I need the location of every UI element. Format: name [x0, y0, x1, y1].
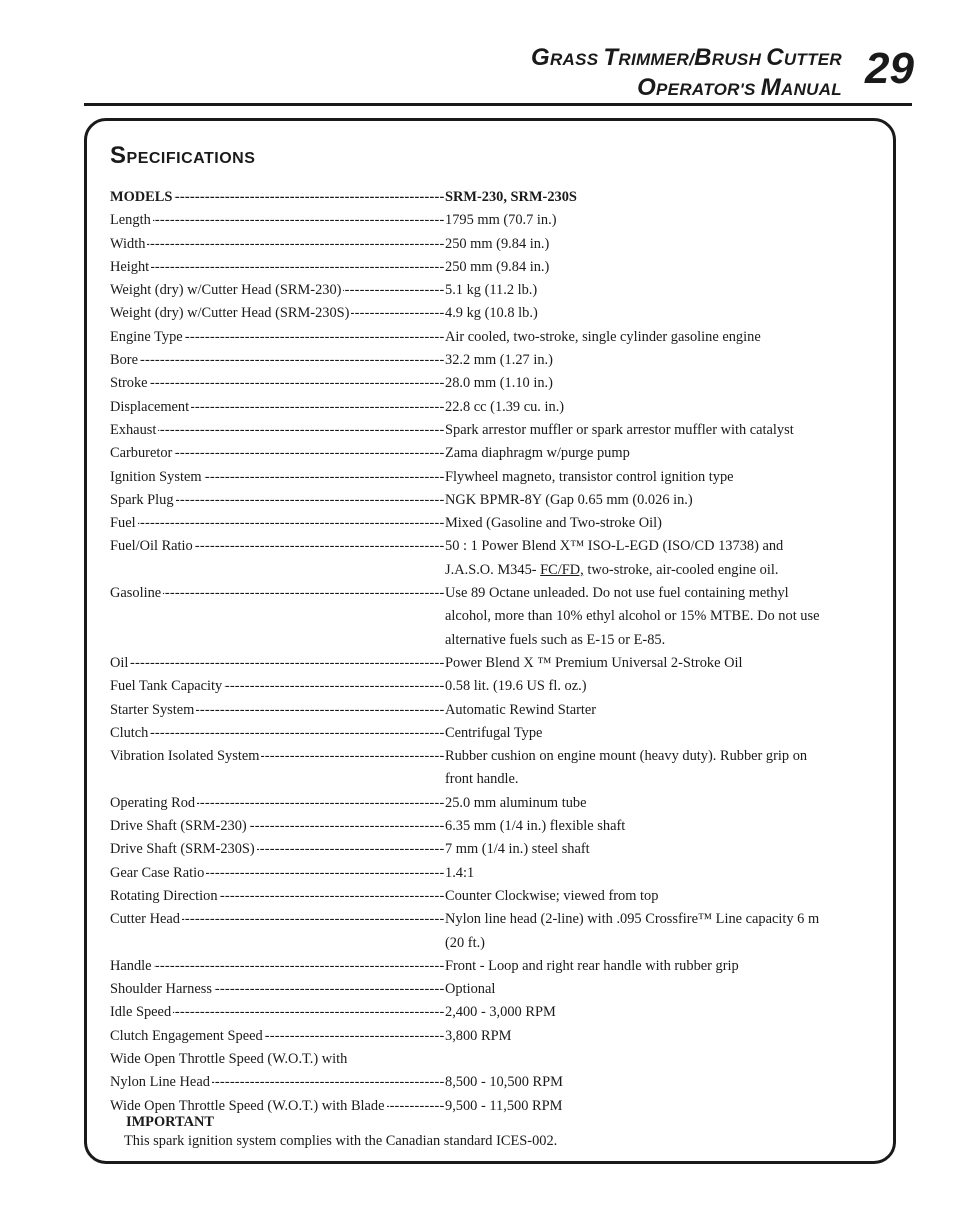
spec-value-text: NGK BPMR-8Y (Gap 0.65 mm (0.026 in.): [445, 491, 693, 508]
spec-value: [445, 559, 870, 582]
spec-label-text: Rotating Direction: [110, 887, 218, 904]
spec-label: [110, 955, 445, 978]
section-title-rest: PECIFICATIONS: [126, 150, 256, 167]
spec-value: [445, 349, 870, 372]
spec-value-continued: two-stroke, air-cooled engine oil.: [583, 561, 779, 578]
line1-rest-3: UTTER: [783, 50, 842, 69]
spec-label-text: Oil: [110, 654, 129, 671]
spec-row: [110, 722, 870, 745]
spec-label: [110, 699, 445, 722]
line2-rest-0: PERATOR'S: [656, 80, 761, 99]
spec-value: [445, 1071, 870, 1094]
spec-row: [110, 559, 870, 582]
spec-row: [110, 209, 870, 232]
spec-label: [110, 302, 445, 325]
spec-value: [445, 535, 870, 558]
spec-label: [110, 745, 445, 792]
section-title: [110, 142, 255, 170]
spec-label-text: [110, 562, 112, 578]
spec-value: [445, 722, 870, 745]
spec-label: [110, 256, 445, 279]
page-number: 29: [865, 44, 914, 93]
spec-value-text: 2,400 - 3,000 RPM: [445, 1004, 556, 1021]
spec-label-text: Operating Rod: [110, 794, 196, 811]
spec-value-text: Zama diaphragm w/purge pump: [445, 445, 630, 462]
spec-row: [110, 302, 870, 325]
spec-row: [110, 186, 870, 209]
spec-value-text: 28.0 mm (1.10 in.): [445, 375, 553, 392]
spec-value-text: 1795 mm (70.7 in.): [445, 212, 557, 229]
spec-row: [110, 908, 870, 955]
spec-row: [110, 535, 870, 558]
spec-row: [110, 652, 870, 675]
line2-rest-1: ANUAL: [781, 80, 842, 99]
spec-row: [110, 838, 870, 861]
spec-label-text: Gasoline: [110, 585, 162, 602]
spec-row: [110, 372, 870, 395]
spec-row: [110, 1001, 870, 1024]
spec-value-text: 250 mm (9.84 in.): [445, 235, 550, 252]
spec-label: [110, 512, 445, 535]
spec-label-text: Carburetor: [110, 445, 173, 462]
spec-label: [110, 862, 445, 885]
spec-label: [110, 675, 445, 698]
manual-title-line2: [531, 74, 842, 104]
spec-label-text: Exhaust: [110, 421, 157, 438]
spec-value: [445, 815, 870, 838]
spec-value: [445, 512, 870, 535]
spec-row: [110, 349, 870, 372]
manual-title-line1: [531, 44, 842, 74]
spec-label-text: Clutch: [110, 724, 149, 741]
spec-row: [110, 512, 870, 535]
spec-value: [445, 1025, 870, 1048]
spec-label-text: Vibration Isolated System: [110, 748, 260, 765]
important-heading: IMPORTANT: [126, 1114, 214, 1130]
spec-label-text: Idle Speed: [110, 1004, 172, 1021]
spec-label: [110, 908, 445, 955]
line1-cap-1: T: [603, 44, 619, 71]
spec-label: [110, 1071, 445, 1094]
spec-label: [110, 652, 445, 675]
spec-label-text: Fuel/Oil Ratio: [110, 538, 193, 555]
spec-row: [110, 862, 870, 885]
important-note: This spark ignition system complies with the Canadian standard ICES-002.: [124, 1133, 558, 1149]
spec-value: [445, 1095, 870, 1118]
section-title-initial: S: [110, 142, 127, 169]
line1-cap-2: B: [694, 44, 712, 71]
spec-row: [110, 1071, 870, 1094]
spec-label: [110, 326, 445, 349]
spec-label: [110, 466, 445, 489]
spec-label-text: Shoulder Harness: [110, 981, 212, 998]
spec-value: [445, 1048, 870, 1071]
spec-label-text: Handle: [110, 957, 152, 974]
spec-value: [445, 955, 870, 978]
spec-value: [445, 838, 870, 861]
line1-cap-0: G: [530, 44, 550, 71]
spec-row: [110, 699, 870, 722]
spec-value-underlined: FC/FD,: [540, 561, 584, 578]
spec-label: [110, 233, 445, 256]
spec-label: [110, 209, 445, 232]
spec-label-text: Stroke: [110, 375, 148, 392]
spec-label: [110, 1048, 445, 1071]
line2-cap-0: O: [637, 74, 657, 101]
spec-row: [110, 582, 870, 652]
spec-label-text: Drive Shaft (SRM-230S): [110, 841, 255, 858]
spec-value: [445, 885, 870, 908]
spec-value: [445, 209, 870, 232]
spec-label: [110, 186, 445, 209]
spec-label-text: Displacement: [110, 398, 190, 415]
spec-label: [110, 792, 445, 815]
spec-label-text: Clutch Engagement Speed: [110, 1027, 263, 1044]
spec-value-text: 4.9 kg (10.8 lb.): [445, 305, 538, 322]
spec-label: [110, 1025, 445, 1048]
specifications-list: [110, 186, 870, 1118]
spec-value: [445, 699, 870, 722]
line1-rest-0: RASS: [549, 50, 604, 69]
spec-label-text: Wide Open Throttle Speed (W.O.T.) with: [110, 1050, 348, 1067]
spec-value: [445, 466, 870, 489]
spec-row: [110, 978, 870, 1001]
line1-cap-3: C: [766, 44, 784, 71]
spec-value-text: Use 89 Octane unleaded. Do not use fuel containing methyl alcohol, more than 10% ethyl alcohol or 15% MTBE. Do not use alternative fuels such as E-15 or E-85.: [445, 585, 820, 648]
spec-label: [110, 722, 445, 745]
line2-cap-1: M: [760, 74, 781, 101]
spec-row: [110, 256, 870, 279]
spec-label-text: Engine Type: [110, 328, 183, 345]
spec-value: [445, 372, 870, 395]
spec-row: [110, 1095, 870, 1118]
spec-value: [445, 302, 870, 325]
spec-label: [110, 349, 445, 372]
spec-label-text: Gear Case Ratio: [110, 864, 205, 881]
spec-label-text: Weight (dry) w/Cutter Head (SRM-230S): [110, 305, 350, 322]
spec-value-text: Centrifugal Type: [445, 724, 543, 741]
spec-value: [445, 978, 870, 1001]
spec-value-text: 25.0 mm aluminum tube: [445, 794, 587, 811]
spec-value: [445, 582, 870, 652]
spec-label-text: Nylon Line Head: [110, 1074, 210, 1091]
spec-value: [445, 419, 870, 442]
spec-row: [110, 815, 870, 838]
spec-label-text: Ignition System: [110, 468, 202, 485]
spec-label: [110, 1001, 445, 1024]
spec-label: [110, 838, 445, 861]
spec-value: [445, 862, 870, 885]
spec-value: [445, 652, 870, 675]
spec-label: [110, 535, 445, 558]
spec-label-text: Drive Shaft (SRM-230): [110, 818, 247, 835]
spec-value-text: Counter Clockwise; viewed from top: [445, 887, 659, 904]
spec-value-text: Mixed (Gasoline and Two-stroke Oil): [445, 515, 662, 532]
line1-rest-2: RUSH: [711, 50, 767, 69]
spec-row: [110, 442, 870, 465]
spec-value-text: 6.35 mm (1/4 in.) flexible shaft: [445, 818, 626, 835]
spec-value: [445, 279, 870, 302]
spec-label-text: Fuel Tank Capacity: [110, 678, 223, 695]
spec-value-text: 250 mm (9.84 in.): [445, 258, 550, 275]
spec-row: [110, 1048, 870, 1071]
spec-label-text: Weight (dry) w/Cutter Head (SRM-230): [110, 282, 342, 299]
spec-value: [445, 326, 870, 349]
spec-label: [110, 559, 445, 582]
spec-value: [445, 1001, 870, 1024]
spec-row: [110, 233, 870, 256]
spec-value: [445, 442, 870, 465]
spec-label-text: Height: [110, 258, 150, 275]
spec-value: [445, 186, 870, 209]
spec-value-text: 9,500 - 11,500 RPM: [445, 1097, 563, 1114]
spec-value-text: SRM-230, SRM-230S: [445, 189, 577, 205]
spec-row: [110, 466, 870, 489]
spec-label: [110, 978, 445, 1001]
spec-value-text: 7 mm (1/4 in.) steel shaft: [445, 841, 590, 858]
spec-value-text: 22.8 cc (1.39 cu. in.): [445, 398, 565, 415]
line1-rest-1: RIMMER/: [618, 50, 695, 69]
spec-value-text: 50 : 1 Power Blend X™ ISO-L-EGD (ISO/CD 13738) and: [445, 538, 784, 555]
spec-value-text: Automatic Rewind Starter: [445, 701, 597, 718]
spec-value: [445, 792, 870, 815]
spec-value-text: 32.2 mm (1.27 in.): [445, 352, 553, 369]
spec-value: [445, 233, 870, 256]
spec-row: [110, 885, 870, 908]
spec-label-text: Wide Open Throttle Speed (W.O.T.) with Blade: [110, 1097, 385, 1114]
spec-label: [110, 279, 445, 302]
spec-value-text: Spark arrestor muffler or spark arrestor muffler with catalyst: [445, 421, 794, 438]
spec-label: [110, 442, 445, 465]
spec-value: [445, 256, 870, 279]
spec-label-text: Cutter Head: [110, 911, 180, 928]
spec-value-text: 1.4:1: [445, 864, 475, 881]
spec-label-text: Width: [110, 235, 146, 252]
spec-value: [445, 489, 870, 512]
spec-value: [445, 908, 870, 955]
spec-label: [110, 489, 445, 512]
spec-value-text: Nylon line head (2-line) with .095 Crossfire™ Line capacity 6 m (20 ft.): [445, 911, 820, 951]
spec-label-text: Fuel: [110, 515, 136, 532]
spec-value-text: 5.1 kg (11.2 lb.): [445, 282, 538, 299]
spec-row: [110, 419, 870, 442]
spec-value-text: 3,800 RPM: [445, 1027, 512, 1044]
spec-label: [110, 815, 445, 838]
spec-row: [110, 326, 870, 349]
spec-label-text: Starter System: [110, 701, 195, 718]
spec-value: [445, 745, 870, 792]
spec-value-text: Flywheel magneto, transistor control ignition type: [445, 468, 734, 485]
spec-row: [110, 279, 870, 302]
spec-label-text: Bore: [110, 352, 138, 369]
spec-value-text: Air cooled, two-stroke, single cylinder gasoline engine: [445, 328, 761, 345]
spec-label: [110, 372, 445, 395]
spec-row: [110, 1025, 870, 1048]
spec-value-text: J.A.S.O. M345-: [445, 561, 541, 578]
spec-row: [110, 675, 870, 698]
manual-title: [531, 44, 842, 104]
spec-label: [110, 419, 445, 442]
spec-value-text: Optional: [445, 981, 496, 998]
spec-value: [445, 396, 870, 419]
spec-row: [110, 489, 870, 512]
spec-label-text: MODELS: [110, 189, 173, 205]
header-rule: [84, 103, 912, 106]
spec-value: [445, 675, 870, 698]
spec-label-text: Spark Plug: [110, 491, 174, 508]
spec-label: [110, 582, 445, 652]
spec-row: [110, 745, 870, 792]
spec-label: [110, 885, 445, 908]
spec-label: [110, 396, 445, 419]
spec-label-text: Length: [110, 212, 151, 229]
spec-value-text: Power Blend X ™ Premium Universal 2-Stroke Oil: [445, 654, 743, 671]
spec-value-text: Front - Loop and right rear handle with rubber grip: [445, 957, 739, 974]
spec-row: [110, 955, 870, 978]
spec-value-text: 8,500 - 10,500 RPM: [445, 1074, 563, 1091]
spec-row: [110, 792, 870, 815]
spec-value-text: 0.58 lit. (19.6 US fl. oz.): [445, 678, 587, 695]
spec-row: [110, 396, 870, 419]
spec-value-text: Rubber cushion on engine mount (heavy duty). Rubber grip on front handle.: [445, 748, 808, 788]
